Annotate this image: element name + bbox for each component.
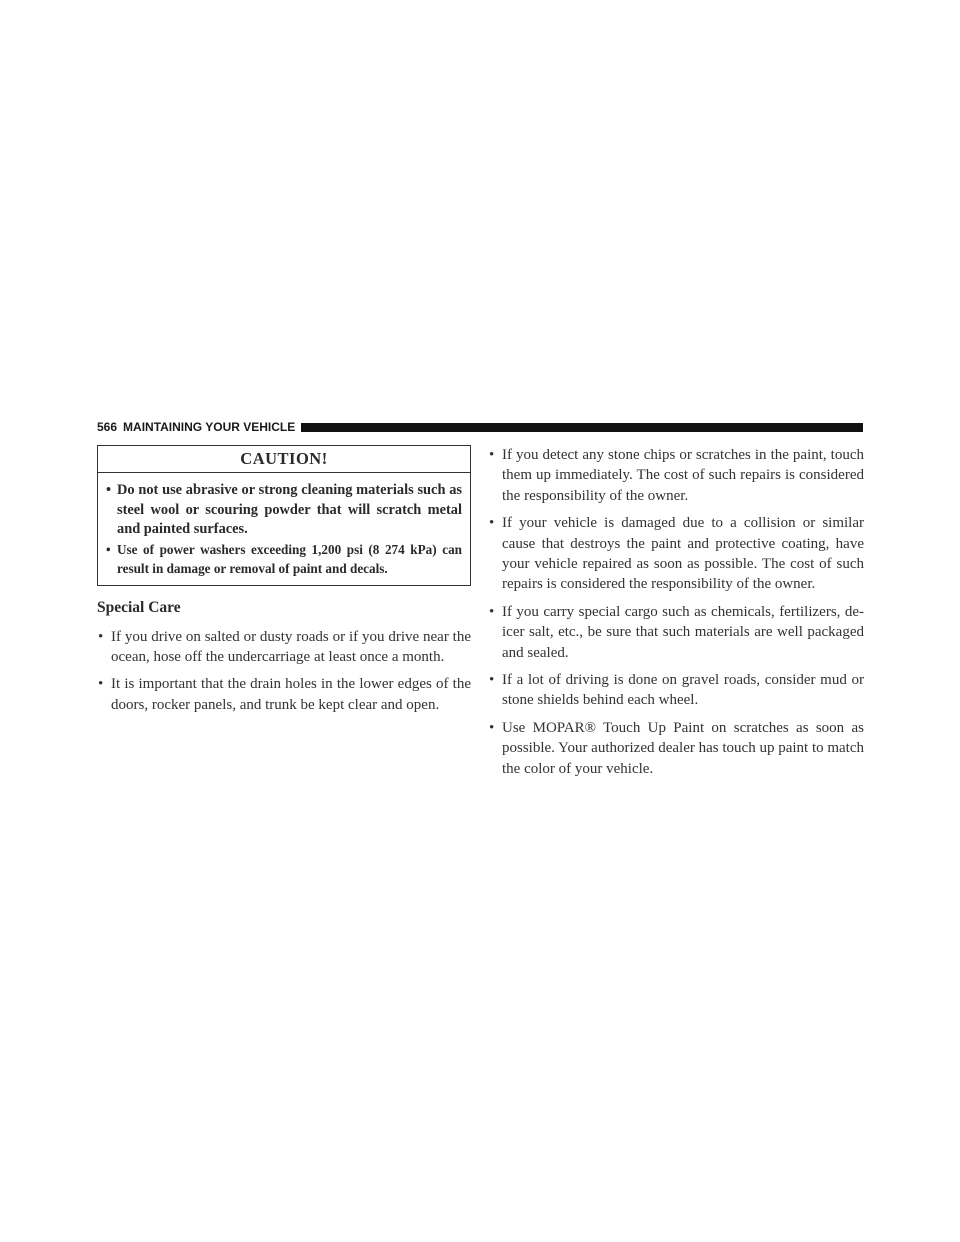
caution-list — [98, 473, 470, 585]
section-title: MAINTAINING YOUR VEHICLE — [123, 420, 296, 434]
list-item: • If your vehicle is damaged due to a collision or similar cause that destroys the paint and protective coating, have your vehicle repaired as soon as possible. The cost of such repairs is considered the responsibility of the owner. — [489, 515, 864, 593]
left-column — [97, 445, 471, 722]
special-care-list-left — [97, 627, 471, 716]
header-rule — [301, 423, 863, 432]
list-item: • It is important that the drain holes in the lower edges of the doors, rocker panels, and trunk be kept clear and open. — [98, 676, 471, 713]
right-column — [488, 445, 864, 786]
caution-box — [97, 445, 471, 586]
list-item: • If a lot of driving is done on gravel roads, consider mud or stone shields behind each wheel. — [489, 672, 864, 709]
page-header — [97, 421, 863, 433]
bullet-icon: • — [98, 676, 104, 693]
bullet-icon: • — [489, 719, 495, 736]
bullet-icon: • — [106, 482, 112, 498]
bullet-icon: • — [106, 541, 111, 557]
bullet-icon: • — [489, 515, 495, 532]
list-item: • If you carry special cargo such as chemicals, fertilizers, de-icer salt, etc., be sure that such materials are well packaged and sealed. — [489, 603, 864, 661]
list-item: • If you detect any stone chips or scratches in the paint, touch them up immediately. The cost of such repairs is considered the responsibility of the owner. — [489, 447, 864, 504]
bullet-icon: • — [489, 603, 495, 620]
bullet-icon: • — [489, 672, 495, 689]
bullet-icon: • — [489, 447, 495, 463]
caution-item: • Use of power washers exceeding 1,200 psi (8 274 kPa) can result in damage or removal of paint and decals. — [106, 541, 462, 576]
special-care-list-right — [488, 445, 864, 779]
list-item: • If you drive on salted or dusty roads or if you drive near the ocean, hose off the undercarriage at least once a month. — [98, 628, 471, 665]
page-number: 566 — [97, 420, 118, 434]
special-care-heading: Special Care — [97, 598, 181, 616]
caution-title: CAUTION! — [98, 446, 470, 473]
list-item: • Use MOPAR® Touch Up Paint on scratches as soon as possible. Your authorized dealer has touch up paint to match the color of your vehicle. — [489, 719, 865, 777]
caution-item: • Do not use abrasive or strong cleaning materials such as steel wool or scouring powder that will scratch metal and painted surfaces. — [106, 482, 462, 537]
bullet-icon: • — [98, 628, 104, 645]
